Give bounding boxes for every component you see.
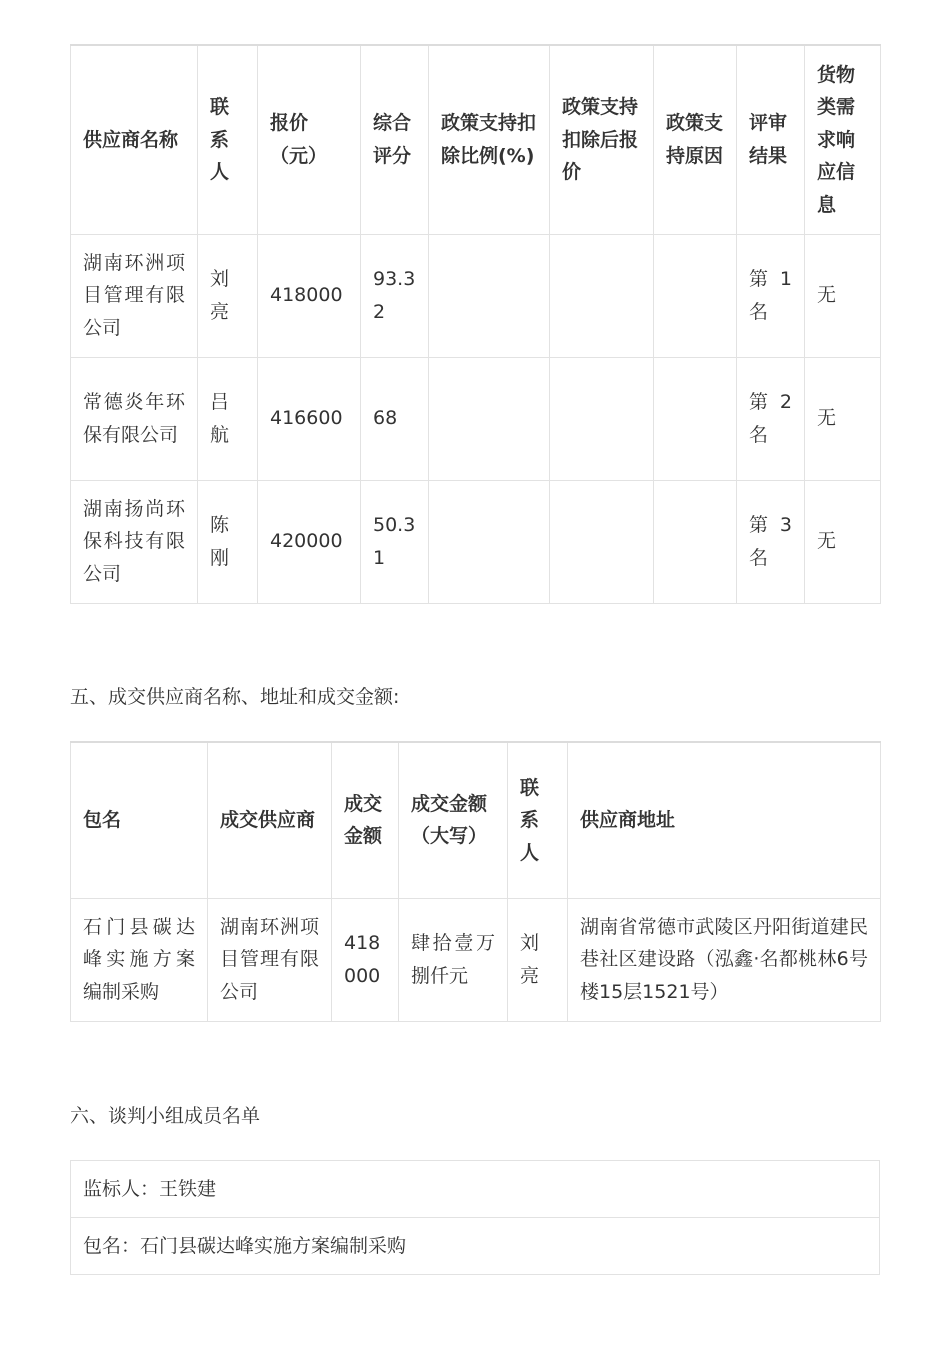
cell-reason <box>654 480 737 603</box>
header-after-deduct-price: 政策支持扣除后报价 <box>550 45 654 234</box>
cell-deal-contact: 刘亮 <box>508 898 568 1021</box>
header-supplier-address: 供应商地址 <box>568 742 881 898</box>
cell-result: 第 2 名 <box>737 357 805 480</box>
cell-deal-amount: 418000 <box>332 898 399 1021</box>
header-supplier-name: 供应商名称 <box>71 45 198 234</box>
cell-result: 第 3 名 <box>737 480 805 603</box>
deal-table-header-row <box>71 742 881 898</box>
cell-score: 68 <box>361 357 429 480</box>
header-deal-contact: 联系人 <box>508 742 568 898</box>
header-package: 包名 <box>71 742 208 898</box>
cell-deal-amount-upper: 肆拾壹万捌仟元 <box>399 898 508 1021</box>
panel-members-table <box>70 1160 880 1275</box>
cell-after-price <box>550 480 654 603</box>
cell-contact: 吕航 <box>198 357 258 480</box>
header-deal-amount: 成交金额 <box>332 742 399 898</box>
cell-package: 石门县碳达峰实施方案编制采购 <box>71 898 208 1021</box>
cell-after-price <box>550 357 654 480</box>
header-deal-amount-upper: 成交金额（大写） <box>399 742 508 898</box>
header-price: 报价（元） <box>258 45 361 234</box>
cell-reason <box>654 357 737 480</box>
cell-deduct-ratio <box>429 234 550 357</box>
ranking-table-header-row <box>71 45 881 234</box>
section-5-heading: 五、成交供应商名称、地址和成交金额: <box>70 686 400 708</box>
cell-supplier: 湖南环洲项目管理有限公司 <box>71 234 198 357</box>
cell-response: 无 <box>805 234 881 357</box>
table-row <box>71 480 881 603</box>
cell-price: 416600 <box>258 357 361 480</box>
header-review-result: 评审结果 <box>737 45 805 234</box>
cell-deduct-ratio <box>429 480 550 603</box>
section-6-heading: 六、谈判小组成员名单 <box>70 1105 261 1127</box>
header-response-info: 货物类需求响应信息 <box>805 45 881 234</box>
cell-price: 418000 <box>258 234 361 357</box>
cell-score: 50.31 <box>361 480 429 603</box>
cell-supplier: 湖南扬尚环保科技有限公司 <box>71 480 198 603</box>
cell-response: 无 <box>805 357 881 480</box>
cell-supplier-address: 湖南省常德市武陵区丹阳街道建民巷社区建设路（泓鑫·名都桃林6号楼15层1521号） <box>568 898 881 1021</box>
table-row <box>71 1218 880 1275</box>
header-contact: 联系人 <box>198 45 258 234</box>
cell-response: 无 <box>805 480 881 603</box>
header-deal-supplier: 成交供应商 <box>208 742 332 898</box>
table-row <box>71 357 881 480</box>
cell-score: 93.32 <box>361 234 429 357</box>
table-row <box>71 1161 880 1218</box>
cell-result: 第 1 名 <box>737 234 805 357</box>
deal-table <box>70 741 881 1022</box>
cell-contact: 陈刚 <box>198 480 258 603</box>
ranking-table <box>70 44 881 604</box>
cell-supervisor: 监标人：王铁建 <box>71 1161 880 1218</box>
cell-price: 420000 <box>258 480 361 603</box>
cell-deduct-ratio <box>429 357 550 480</box>
cell-after-price <box>550 234 654 357</box>
cell-deal-supplier: 湖南环洲项目管理有限公司 <box>208 898 332 1021</box>
header-policy-reason: 政策支持原因 <box>654 45 737 234</box>
header-score: 综合评分 <box>361 45 429 234</box>
cell-contact: 刘亮 <box>198 234 258 357</box>
table-row <box>71 234 881 357</box>
cell-supplier: 常德炎年环保有限公司 <box>71 357 198 480</box>
header-deduct-ratio: 政策支持扣除比例(%) <box>429 45 550 234</box>
cell-package-name: 包名：石门县碳达峰实施方案编制采购 <box>71 1218 880 1275</box>
table-row <box>71 898 881 1021</box>
cell-reason <box>654 234 737 357</box>
